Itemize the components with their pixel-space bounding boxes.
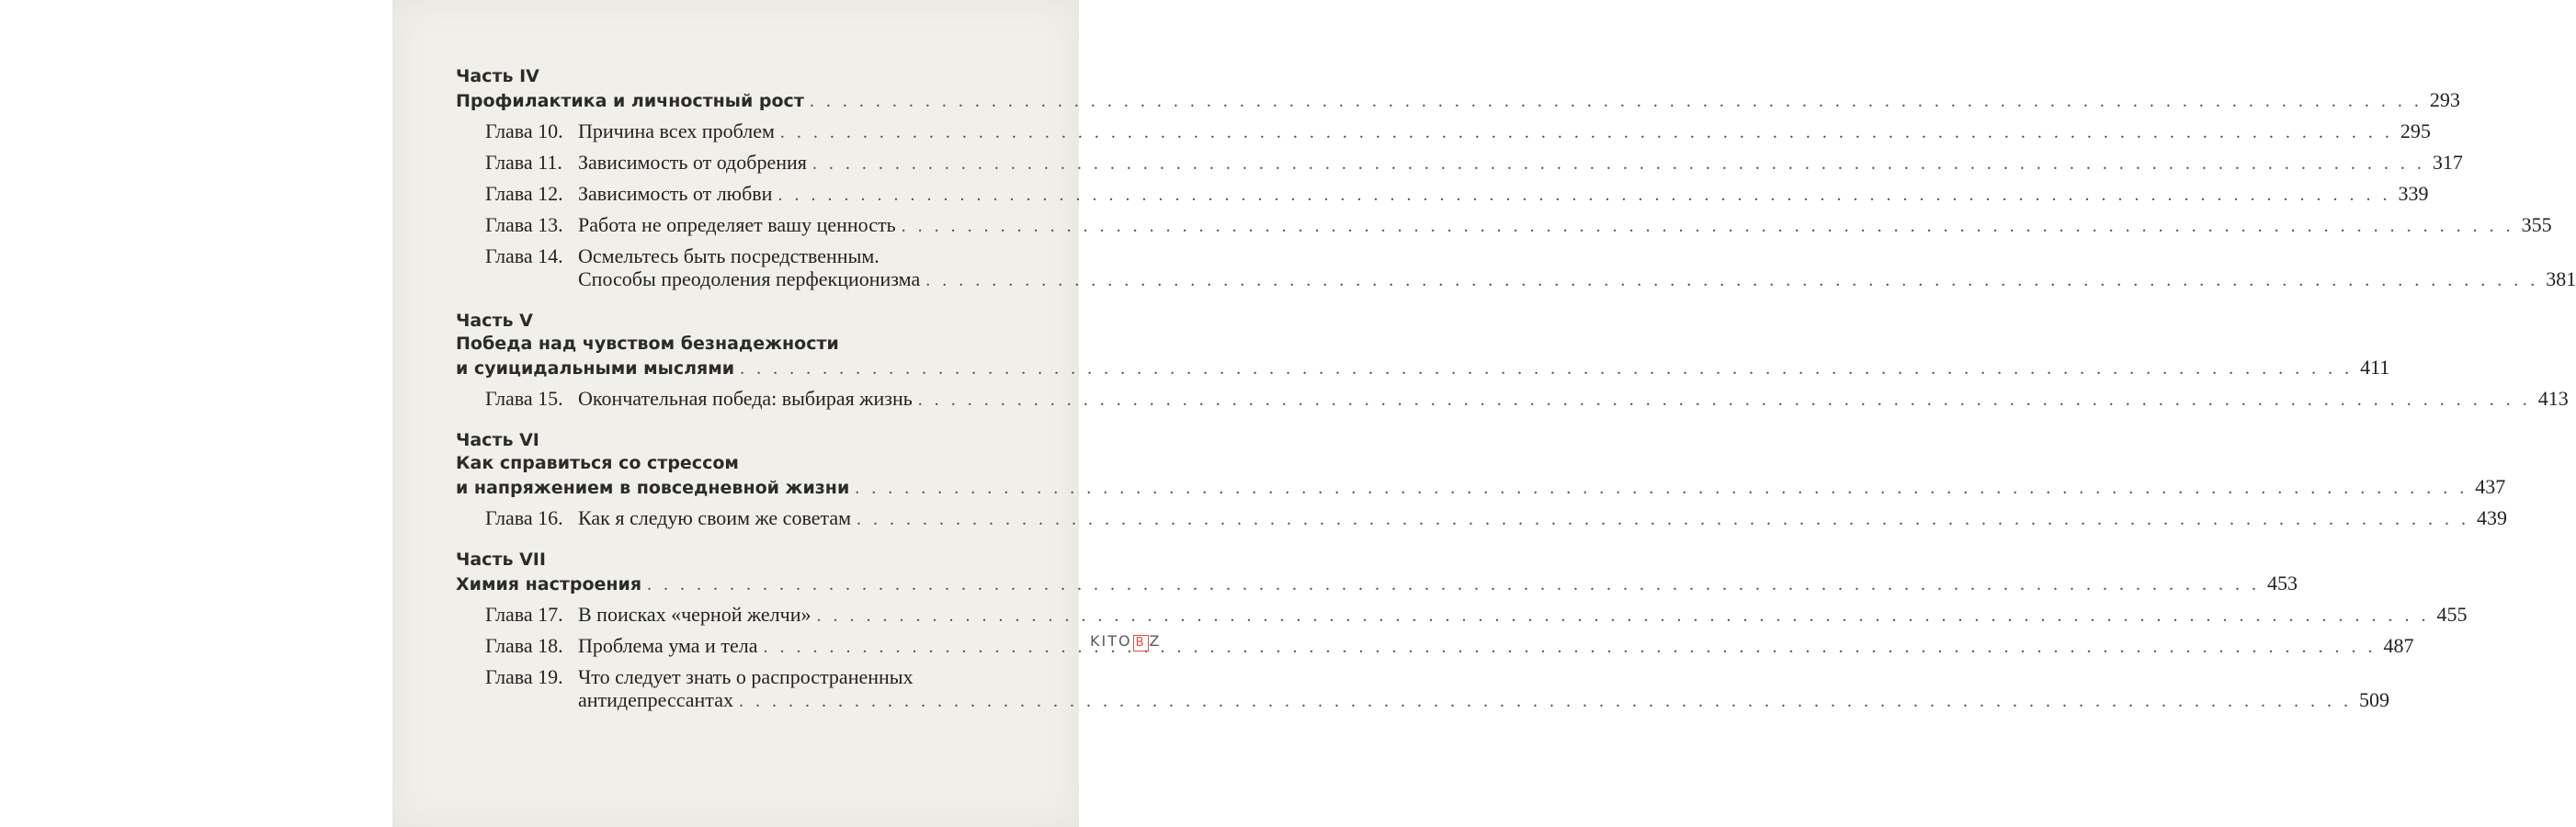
chapter-title-line <box>578 213 2552 236</box>
part-title-text: и напряжением в повседневной жизни <box>456 478 850 498</box>
chapter-number: Глава 11. <box>485 151 562 174</box>
chapter-number: Глава 13. <box>485 213 563 236</box>
toc-chapter-entry[interactable] <box>485 506 2508 529</box>
chapter-number: Глава 12. <box>485 182 563 205</box>
dot-leader <box>902 215 2514 238</box>
part-label: Часть IV <box>456 66 539 86</box>
toc-chapter-entry[interactable] <box>485 603 2468 626</box>
chapter-title-text: Окончательная победа: выбирая жизнь <box>578 387 913 410</box>
chapter-number: Глава 16. <box>485 506 563 529</box>
chapter-title-text: Работа не определяет вашу ценность <box>578 213 896 236</box>
page-number: 437 <box>2475 475 2506 498</box>
chapter-title-line <box>578 634 2413 657</box>
dot-leader <box>810 90 2423 113</box>
part-title-line <box>456 475 2506 498</box>
chapter-title <box>578 244 2576 290</box>
chapter-title-text: Способы преодоления перфекционизма <box>578 267 921 290</box>
chapter-title <box>578 634 2413 657</box>
chapter-title <box>578 506 2507 529</box>
part-title-line <box>456 572 2298 595</box>
page-number: 355 <box>2521 213 2552 236</box>
toc-part <box>456 310 2569 410</box>
dot-leader <box>647 573 2260 596</box>
chapter-title-text: Как я следую своим же советам <box>578 506 852 529</box>
chapter-title-text: Зависимость от одобрения <box>578 151 807 174</box>
page-number: 381 <box>2546 267 2576 290</box>
part-title-text: и суицидальными мыслями <box>456 358 735 379</box>
page-number: 295 <box>2400 119 2431 142</box>
part-title-line: Как справиться со стрессом <box>456 453 739 473</box>
dot-leader <box>918 389 2531 412</box>
dot-leader <box>816 605 2429 628</box>
page-number: 339 <box>2398 182 2429 205</box>
chapter-number: Глава 17. <box>485 603 563 626</box>
page-number: 439 <box>2477 506 2508 529</box>
chapter-title-line <box>578 151 2463 174</box>
dot-leader <box>780 121 2393 144</box>
page-number: 293 <box>2429 88 2460 111</box>
part-title-line <box>456 88 2460 111</box>
dot-leader <box>855 477 2468 500</box>
dot-leader <box>925 269 2538 292</box>
chapter-number: Глава 10. <box>485 119 563 142</box>
toc-chapter-entry[interactable] <box>485 182 2429 205</box>
page-number: 509 <box>2358 688 2389 711</box>
dot-leader <box>857 508 2469 531</box>
chapter-title <box>578 151 2463 174</box>
kitobz-watermark <box>1090 632 1161 651</box>
part-label: Часть VI <box>456 430 539 450</box>
watermark-box-letter: B <box>1133 635 1149 651</box>
chapter-title <box>578 665 2389 711</box>
toc-chapter-entry[interactable] <box>485 665 2389 711</box>
chapter-number: Глава 15. <box>485 387 563 410</box>
chapter-title <box>578 603 2467 626</box>
chapter-title <box>578 213 2552 236</box>
chapter-title-line <box>578 603 2467 626</box>
chapter-title-line <box>578 665 2389 688</box>
dot-leader <box>812 153 2425 176</box>
page-number: 413 <box>2537 387 2569 410</box>
page-number: 487 <box>2383 634 2414 657</box>
part-title-line: Победа над чувством безнадежности <box>456 334 839 354</box>
chapter-number: Глава 18. <box>485 634 563 657</box>
chapter-title-text: антидепрессантах <box>578 688 733 711</box>
chapter-number: Глава 14. <box>485 244 563 267</box>
chapter-title-line <box>578 182 2428 205</box>
dot-leader <box>739 690 2352 713</box>
page-number: 317 <box>2432 151 2463 174</box>
page-number: 455 <box>2436 603 2468 626</box>
toc-chapter-entry[interactable] <box>485 151 2463 174</box>
toc-chapter-entry[interactable] <box>485 387 2569 410</box>
chapter-title <box>578 182 2428 205</box>
dot-leader <box>763 636 2376 659</box>
chapter-title-line <box>578 688 2389 711</box>
dot-leader <box>740 357 2353 380</box>
chapter-title-line <box>578 119 2431 142</box>
part-label: Часть V <box>456 311 533 331</box>
toc-part <box>456 429 2508 529</box>
chapter-title-text: В поисках «черной желчи» <box>578 603 811 626</box>
chapter-title <box>578 387 2569 410</box>
chapter-title <box>578 119 2431 142</box>
part-title-line <box>456 356 2390 379</box>
chapter-title-text: Что следует знать о распространенных <box>578 665 914 688</box>
watermark-text-end: Z <box>1149 632 1162 650</box>
watermark-text-start: KITO <box>1090 632 1132 650</box>
part-title-text: Профилактика и личностный рост <box>456 91 804 111</box>
part-label: Часть VII <box>456 549 546 570</box>
chapter-title-text: Зависимость от любви <box>578 182 773 205</box>
dot-leader <box>777 184 2390 207</box>
chapter-title-line <box>578 387 2569 410</box>
toc-chapter-entry[interactable] <box>485 119 2431 142</box>
chapter-title-line <box>578 267 2576 290</box>
chapter-title-text: Проблема ума и тела <box>578 634 758 657</box>
chapter-title-line <box>578 506 2507 529</box>
toc-chapter-entry[interactable] <box>485 244 2576 290</box>
chapter-title-line <box>578 244 2576 267</box>
page-number: 453 <box>2267 572 2298 595</box>
toc-chapter-entry[interactable] <box>485 213 2552 236</box>
chapter-title-text: Осмельтесь быть посредственным. <box>578 244 879 267</box>
chapter-number: Глава 19. <box>485 665 563 688</box>
page-number: 411 <box>2360 356 2390 379</box>
chapter-title-text: Причина всех проблем <box>578 119 775 142</box>
part-title-text: Химия настроения <box>456 574 642 595</box>
toc-part <box>456 65 2576 290</box>
